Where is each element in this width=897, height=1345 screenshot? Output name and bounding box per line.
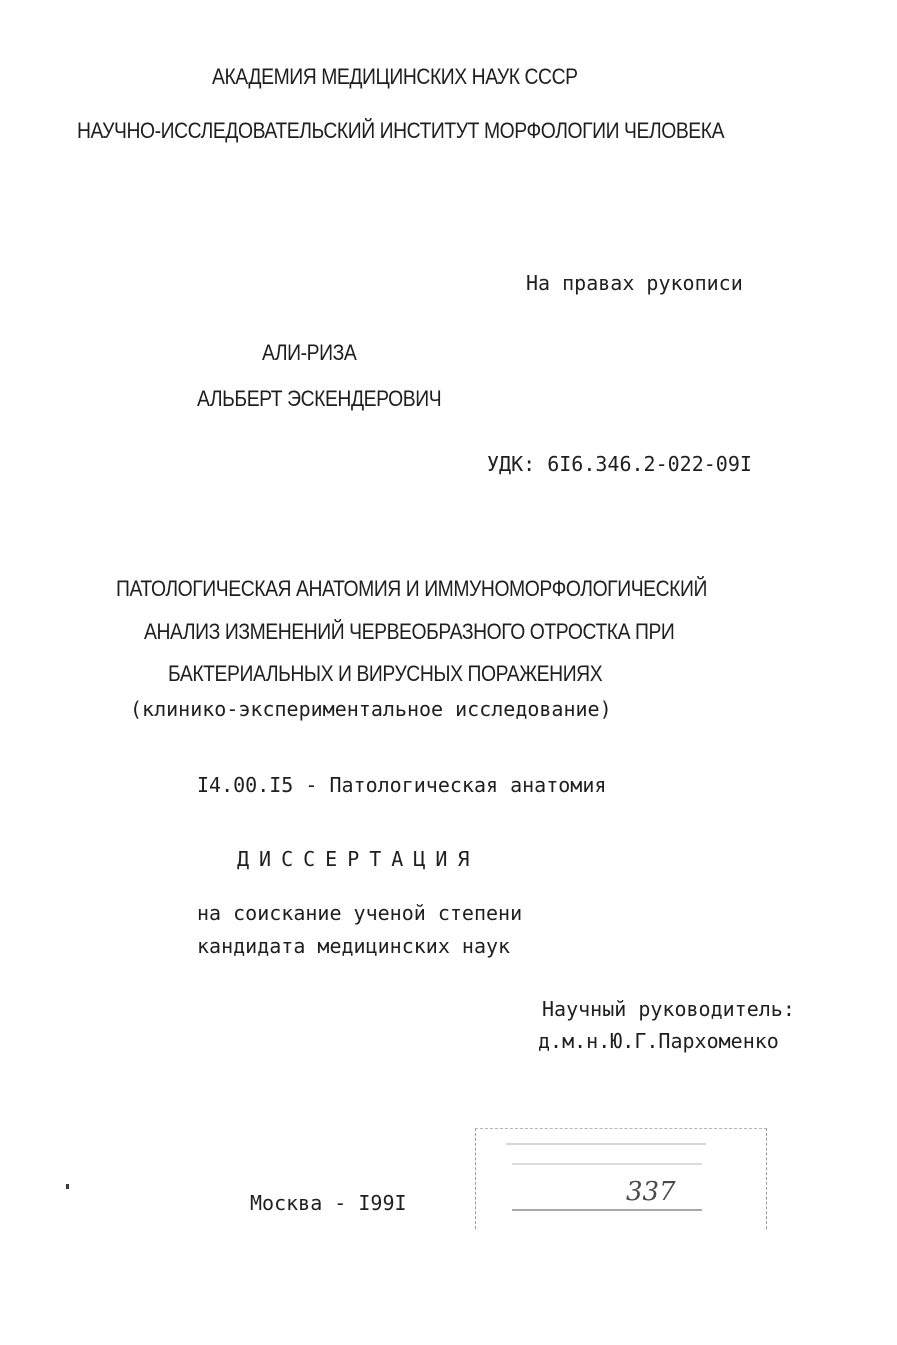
manuscript-note: На правах рукописи [526,271,743,295]
title-subtitle: (клинико-экспериментальное исследование) [130,697,612,721]
stamp-faint-line [506,1143,706,1145]
document-type: ДИССЕРТАЦИЯ [237,847,480,871]
library-stamp [475,1128,767,1229]
author-given-names: АЛЬБЕРТ ЭСКЕНДЕРОВИЧ [197,386,442,411]
footer-city-year: Москва - I99I [250,1191,407,1215]
degree-line-1: на соискание ученой степени [197,901,523,925]
supervisor-name: д.м.н.Ю.Г.Пархоменко [538,1029,779,1053]
stamp-number: 337 [626,1177,676,1207]
stamp-underline [512,1209,702,1211]
author-surname: АЛИ-РИЗА [262,340,357,365]
scan-speck [66,1184,69,1189]
title-line-3: БАКТЕРИАЛЬНЫХ И ВИРУСНЫХ ПОРАЖЕНИЯХ [168,661,603,686]
udc-code: УДК: 6I6.346.2-022-09I [487,452,752,476]
specialty: I4.00.I5 - Патологическая анатомия [197,773,607,797]
supervisor-label: Научный руководитель: [542,997,795,1021]
stamp-faint-line [512,1163,702,1165]
header-institute: НАУЧНО-ИССЛЕДОВАТЕЛЬСКИЙ ИНСТИТУТ МОРФОЛОГИИ ЧЕЛОВЕКА [77,118,725,143]
title-line-1: ПАТОЛОГИЧЕСКАЯ АНАТОМИЯ И ИММУНОМОРФОЛОГИЧЕСКИЙ [116,576,707,601]
degree-line-2: кандидата медицинских наук [197,934,511,958]
title-line-2: АНАЛИЗ ИЗМЕНЕНИЙ ЧЕРВЕОБРАЗНОГО ОТРОСТКА ПРИ [144,619,675,644]
header-academy: АКАДЕМИЯ МЕДИЦИНСКИХ НАУК СССР [212,64,578,89]
